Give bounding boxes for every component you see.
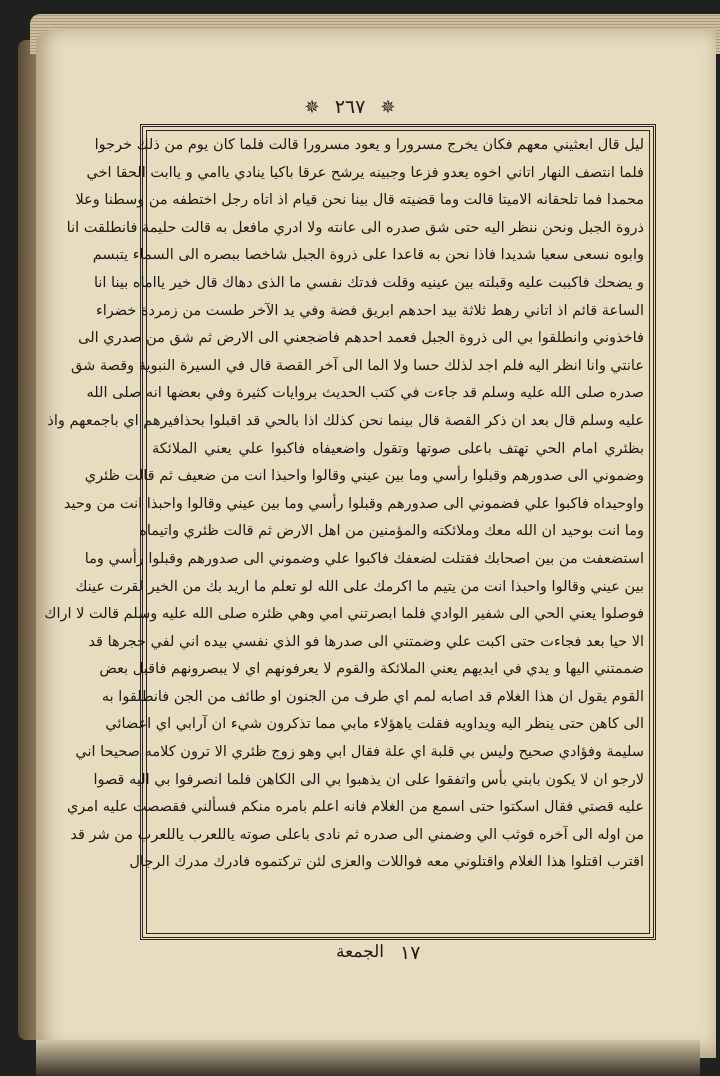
text-line: فوصلوا يعني الحي الى شفير الوادي فلما ابصرتني امي وهي ظئره صلى الله عليه وسلم قالت لا اراك bbox=[44, 606, 644, 623]
text-line: الساعة قائم اذ اتاني رهط ثلاثة بيد احدهم ابريق فضة وفي يد الآخر طست من زمردة خضراء bbox=[95, 302, 644, 319]
text-line: عليه قصتي فقال اسكتوا حتى اسمع من الغلام فانه اعلم بامره منكم فسألني فقصصت عليه امري bbox=[66, 799, 644, 816]
text-line: واوحيداه فاكبوا علي فضموني الى صدورهم وقبلوا رأسي وما بين عيني وقالوا واحبذا انت من وحيد bbox=[63, 495, 644, 512]
footer-number: ١٧ bbox=[400, 942, 421, 964]
text-line: فلما انتصف النهار اتاني اخوه يعدو فزعا وجبينه يرشح عرقا باكيا ينادي ياامي و ياابت الحقا اخي bbox=[86, 164, 644, 181]
text-line: سليمة وفؤادي صحيح وليس بي قلبة اي علة فقال ابي وهو زوج ظئري الا ترون كلامه صحيحا اني bbox=[75, 744, 644, 761]
text-line: الى كاهن حتى ينظر اليه ويداويه فقلت ياهؤلاء مابي مما تذكرون شيء ان آرابي اي اعضائي bbox=[105, 716, 644, 733]
text-line: وضموني الى صدورهم وقبلوا رأسي وما بين عيني وقالوا واحبذا انت من ضعيف ثم قالت ظئري bbox=[84, 468, 644, 485]
text-line: ليل قال ابعثيني معهم فكان يخرج مسرورا و يعود مسرورا قالت فلما كان يوم من ذلك خرجوا bbox=[94, 137, 644, 153]
text-line bbox=[152, 905, 644, 933]
text-line: استضعفت من بين اصحابك فقتلت لضعفك فاكبوا علي وضموني الى صدورهم وقبلوا رأسي وما bbox=[84, 550, 644, 567]
page-number: ٢٦٧ bbox=[334, 96, 366, 118]
text-line: الا حيا بعد فجاءت حتى اكبت علي وضمتني الى صدرها فو الذي نفسي بيده اني لفي حجرها قد bbox=[88, 633, 644, 650]
text-line bbox=[152, 877, 644, 905]
text-block bbox=[44, 132, 644, 932]
text-line: صدره صلى الله عليه وسلم قد جاءت في كتب الحديث بروايات كثيرة وفي بعضها انه صلى الله bbox=[86, 385, 644, 402]
text-line: بين عيني وقالوا واحبذا انت من يتيم ما اكرمك على الله لو تعلم ما اريد بك من الخير لقرت عينك bbox=[75, 578, 644, 595]
text-line: لارجو ان لا يكون بابني بأس واتفقوا على ان يذهبوا بي الى الكاهن فلما انصرفوا بي اليه قصوا bbox=[93, 771, 644, 788]
page-footer bbox=[0, 942, 700, 972]
page-bottom-shadow bbox=[36, 1040, 700, 1076]
text-line: و يضحك فاكببت عليه وقبلته بين عينيه وقلت فدتك نفسي ما الذى دهاك قال خير يااماه بينا انا bbox=[93, 274, 644, 291]
ornament-left-icon: ✵ bbox=[304, 96, 320, 118]
page-header bbox=[0, 96, 700, 122]
text-line: بظئري امام الحي تهتف باعلى صوتها وتقول واضعيفاه فاكبوا علي يعني الملائكة bbox=[152, 440, 644, 457]
text-line: ذروة الجبل ونحن ننظر اليه حتى شق صدره الى عانته ولا ادري مافعل به قالت حليمة فانطلقت انا bbox=[66, 219, 644, 236]
text-line: ضممتني اليها و يدي في ايديهم يعني الملائكة والقوم لا يعرفونهم اي لا يبصرونهم فاقبل بعض bbox=[99, 661, 644, 678]
text-line: عانتي وانا انظر اليه فلم اجد لذلك حسا ولا الما الى آخر القصة قال في السيرة النبوية وقصة شق bbox=[71, 357, 644, 374]
text-line: وما انت بوحيد ان الله معك وملائكته والمؤمنين من اهل الارض ثم قالت ظئري واتيماه bbox=[139, 523, 644, 540]
text-line: اقترب اقتلوا هذا الغلام واقتلوني معه فواللات والعزى لئن تركتموه فادرك مدرك الرجال bbox=[129, 854, 644, 871]
text-line: فاخذوني وانطلقوا بي الى ذروة الجبل فعمد احدهم فاضجعني الى الارض ثم شق من صدري الى bbox=[78, 330, 644, 347]
text-line: من اوله الى آخره فوثب الي وضمني الى صدره ثم نادى باعلى صوته ياللعرب ياللعرب من شر قد bbox=[70, 826, 644, 843]
ornament-right-icon: ✵ bbox=[380, 96, 396, 118]
footer-signature: الجمعة bbox=[336, 942, 385, 962]
text-line: محمدا فما تلحقانه الاميتا قالت وما قضيته قال بينا نحن قيام اذ اتاه رجل اختطفه من وسطنا وعلا bbox=[75, 192, 644, 209]
text-line: وابوه نسعى سعيا شديدا فاذا نحن به قاعدا على ذروة الجبل شاخصا ببصره الى السماء يتبسم bbox=[92, 247, 644, 264]
text-line: القوم يقول ان هذا الغلام قد اصابه لمم اي طرف من الجنون او طائف من الجن فانطلقوا به bbox=[101, 688, 644, 705]
text-line: عليه وسلم قال بعد ان ذكر القصة قال بينما نحن كذلك اذا بالحي قد اقبلوا بحذافيرهم اي باجمعهم واذ bbox=[47, 412, 644, 429]
